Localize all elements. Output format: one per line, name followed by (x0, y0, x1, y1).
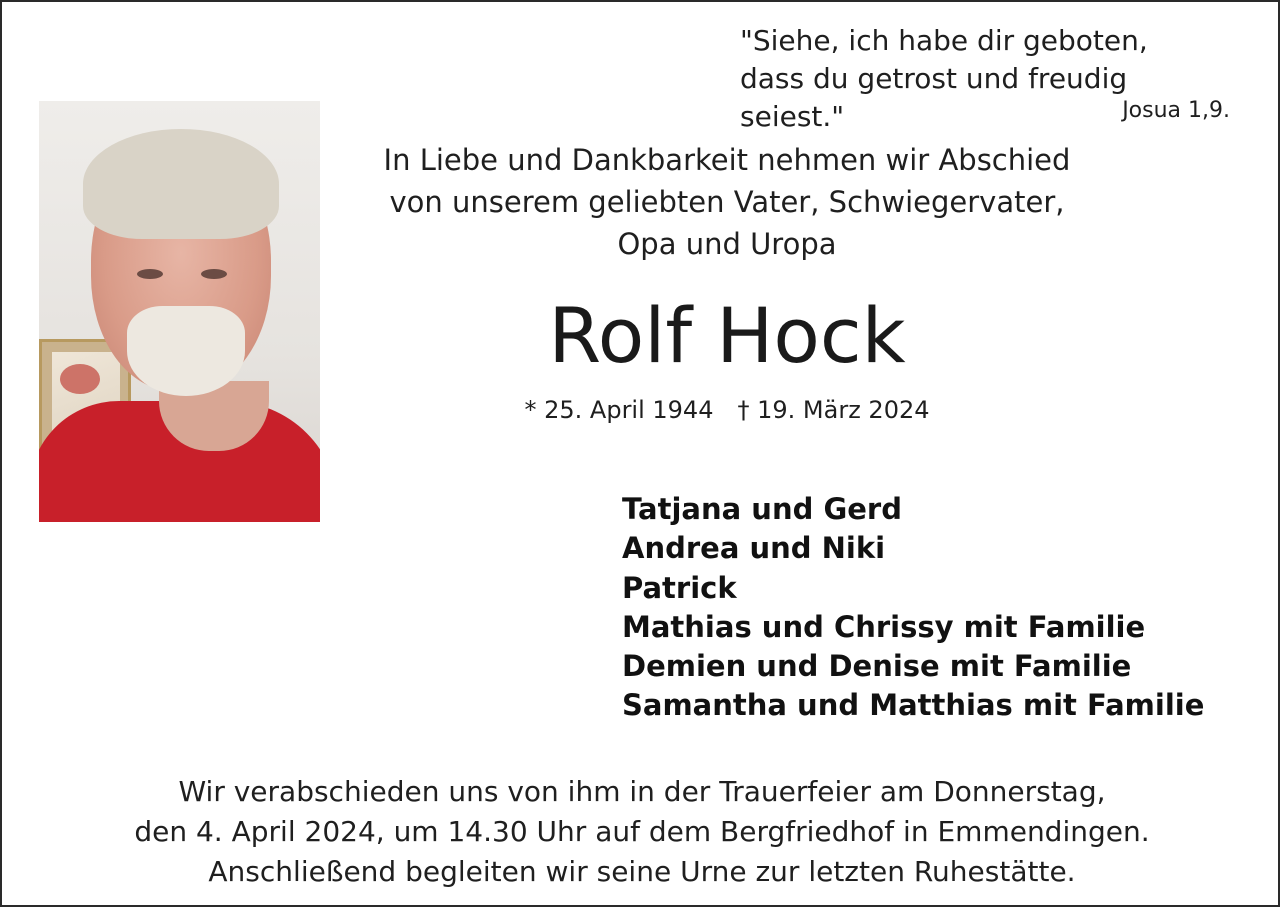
closing-line-3: Anschließend begleiten wir seine Urne zur letzten Ruhestätte. (208, 855, 1076, 888)
intro-line-1: In Liebe und Dankbarkeit nehmen wir Abschied (383, 143, 1071, 177)
life-dates (332, 392, 1122, 428)
birth-date: * 25. April 1944 (524, 396, 714, 424)
verse-line-1: "Siehe, ich habe dir geboten, (740, 24, 1148, 57)
intro-line-3: Opa und Uropa (617, 227, 837, 261)
mourner-item: Demien und Denise mit Familie (622, 649, 1132, 684)
closing-line-2: den 4. April 2024, um 14.30 Uhr auf dem Bergfriedhof in Emmendingen. (134, 815, 1150, 848)
mourner-item: Patrick (622, 570, 737, 605)
mourner-item: Andrea und Niki (622, 531, 886, 566)
verse-line-2: dass du getrost und freudig seiest." (740, 62, 1128, 133)
mourners-list (622, 490, 1242, 726)
funeral-notice (42, 772, 1242, 892)
verse-reference: Josua 1,9. (1122, 98, 1230, 123)
closing-line-1: Wir verabschieden uns von ihm in der Trauerfeier am Donnerstag, (178, 775, 1106, 808)
portrait-photo (39, 101, 320, 522)
mourner-item: Samantha und Matthias mit Familie (622, 688, 1205, 723)
deceased-name: Rolf Hock (548, 291, 906, 380)
death-date: † 19. März 2024 (737, 396, 930, 424)
intro-line-2: von unserem geliebten Vater, Schwiegervater, (389, 185, 1065, 219)
intro-text (332, 139, 1122, 265)
mourner-item: Mathias und Chrissy mit Familie (622, 609, 1146, 644)
mourner-item: Tatjana und Gerd (622, 492, 902, 526)
